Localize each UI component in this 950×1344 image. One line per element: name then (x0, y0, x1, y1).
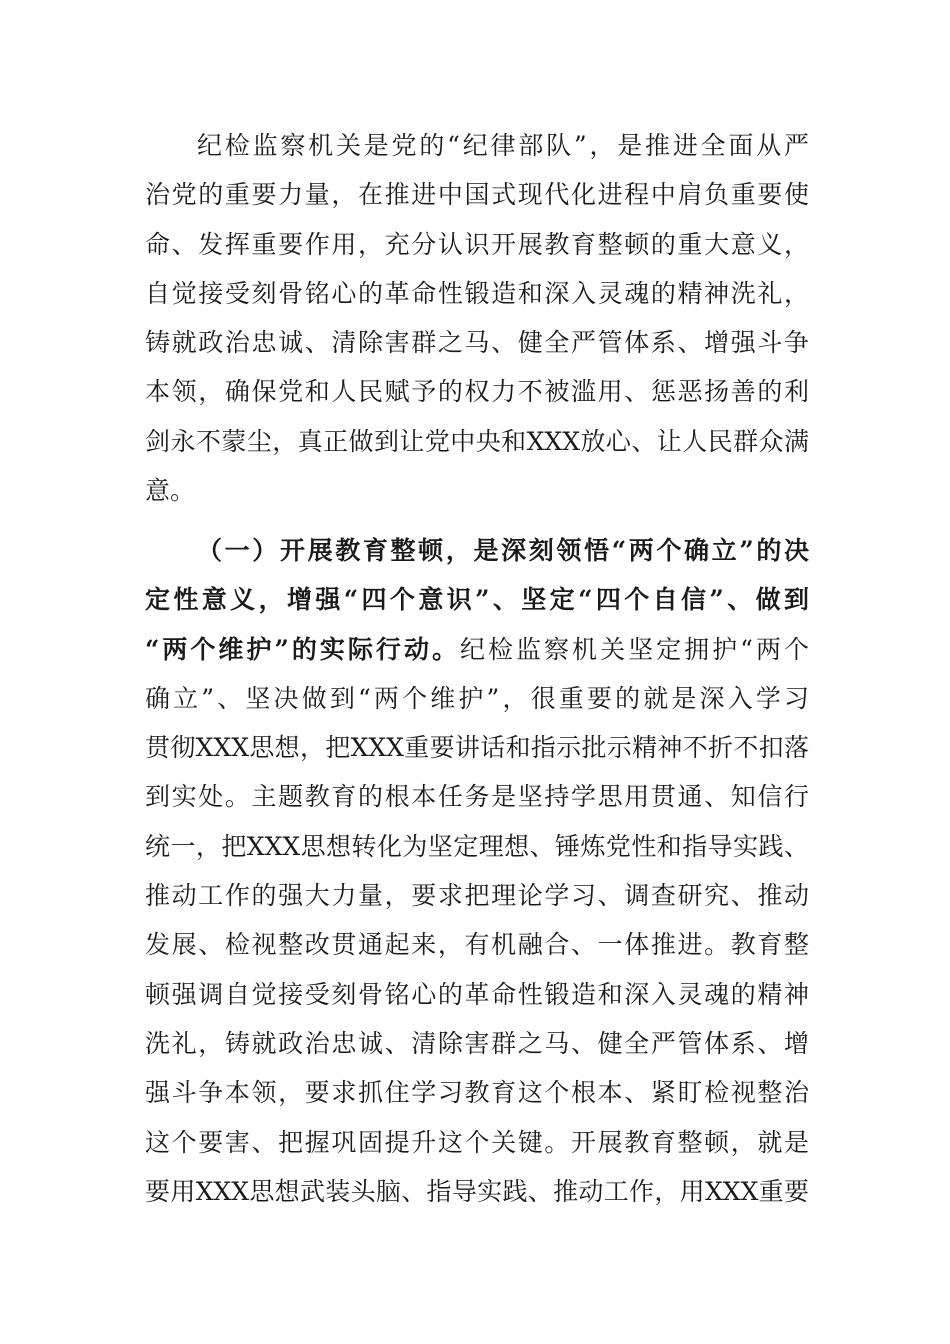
text-line: 意。 (145, 476, 196, 506)
text-line: 发展、检视整改贯通起来，有机融合、一体推进。教育整 (145, 930, 809, 960)
body-text-start: 纪检监察机关坚定拥护“两个 (459, 634, 809, 664)
text-line: 这个要害、把握巩固提升这个关键。开展教育整顿，就是 (145, 1127, 809, 1157)
text-line: 洗礼，铸就政治忠诚、清除害群之马、健全严管体系、增 (145, 1028, 809, 1058)
section-heading-line: （一）开展教育整顿，是深刻领悟“两个确立”的决 (197, 536, 809, 565)
text-line: 推动工作的强大力量，要求把理论学习、调查研究、推动 (145, 881, 809, 911)
text-line: 确立”、坚决做到“两个维护”，很重要的就是深入学习 (145, 683, 809, 713)
text-line: 治党的重要力量，在推进中国式现代化进程中肩负重要使 (145, 180, 809, 210)
paragraph-section-one (145, 526, 809, 1216)
text-line: 本领，确保党和人民赋予的权力不被滥用、惩恶扬善的利 (145, 377, 809, 407)
text-line: 自觉接受刻骨铭心的革命性锻造和深入灵魂的精神洗礼， (145, 278, 809, 308)
text-line: 铸就政治忠诚、清除害群之马、健全严管体系、增强斗争 (145, 328, 809, 358)
text-line: 纪检监察机关是党的“纪律部队”，是推进全面从严 (197, 131, 809, 160)
paragraph-intro (145, 121, 809, 515)
mixed-text-line (145, 625, 809, 674)
text-line: 统一，把XXX思想转化为坚定理想、锤炼党性和指导实践、 (145, 831, 809, 861)
section-heading-end: “两个维护”的实际行动。 (145, 634, 460, 664)
text-line: 顿强调自觉接受刻骨铭心的革命性锻造和深入灵魂的精神 (145, 979, 809, 1009)
text-line: 强斗争本领，要求抓住学习教育这个根本、紧盯检视整治 (145, 1078, 809, 1108)
section-heading-line: 定性意义，增强“四个意识”、坚定“四个自信”、做到 (145, 585, 809, 615)
text-line: 剑永不蒙尘，真正做到让党中央和XXX放心、让人民群众满 (145, 426, 809, 456)
text-line: 命、发挥重要作用，充分认识开展教育整顿的重大意义， (145, 229, 809, 259)
text-line: 要用XXX思想武装头脑、指导实践、推动工作，用XXX重要 (145, 1176, 809, 1206)
text-line: 贯彻XXX思想，把XXX重要讲话和指示批示精神不折不扣落 (145, 733, 809, 763)
text-line: 到实处。主题教育的根本任务是坚持学思用贯通、知信行 (145, 782, 809, 812)
